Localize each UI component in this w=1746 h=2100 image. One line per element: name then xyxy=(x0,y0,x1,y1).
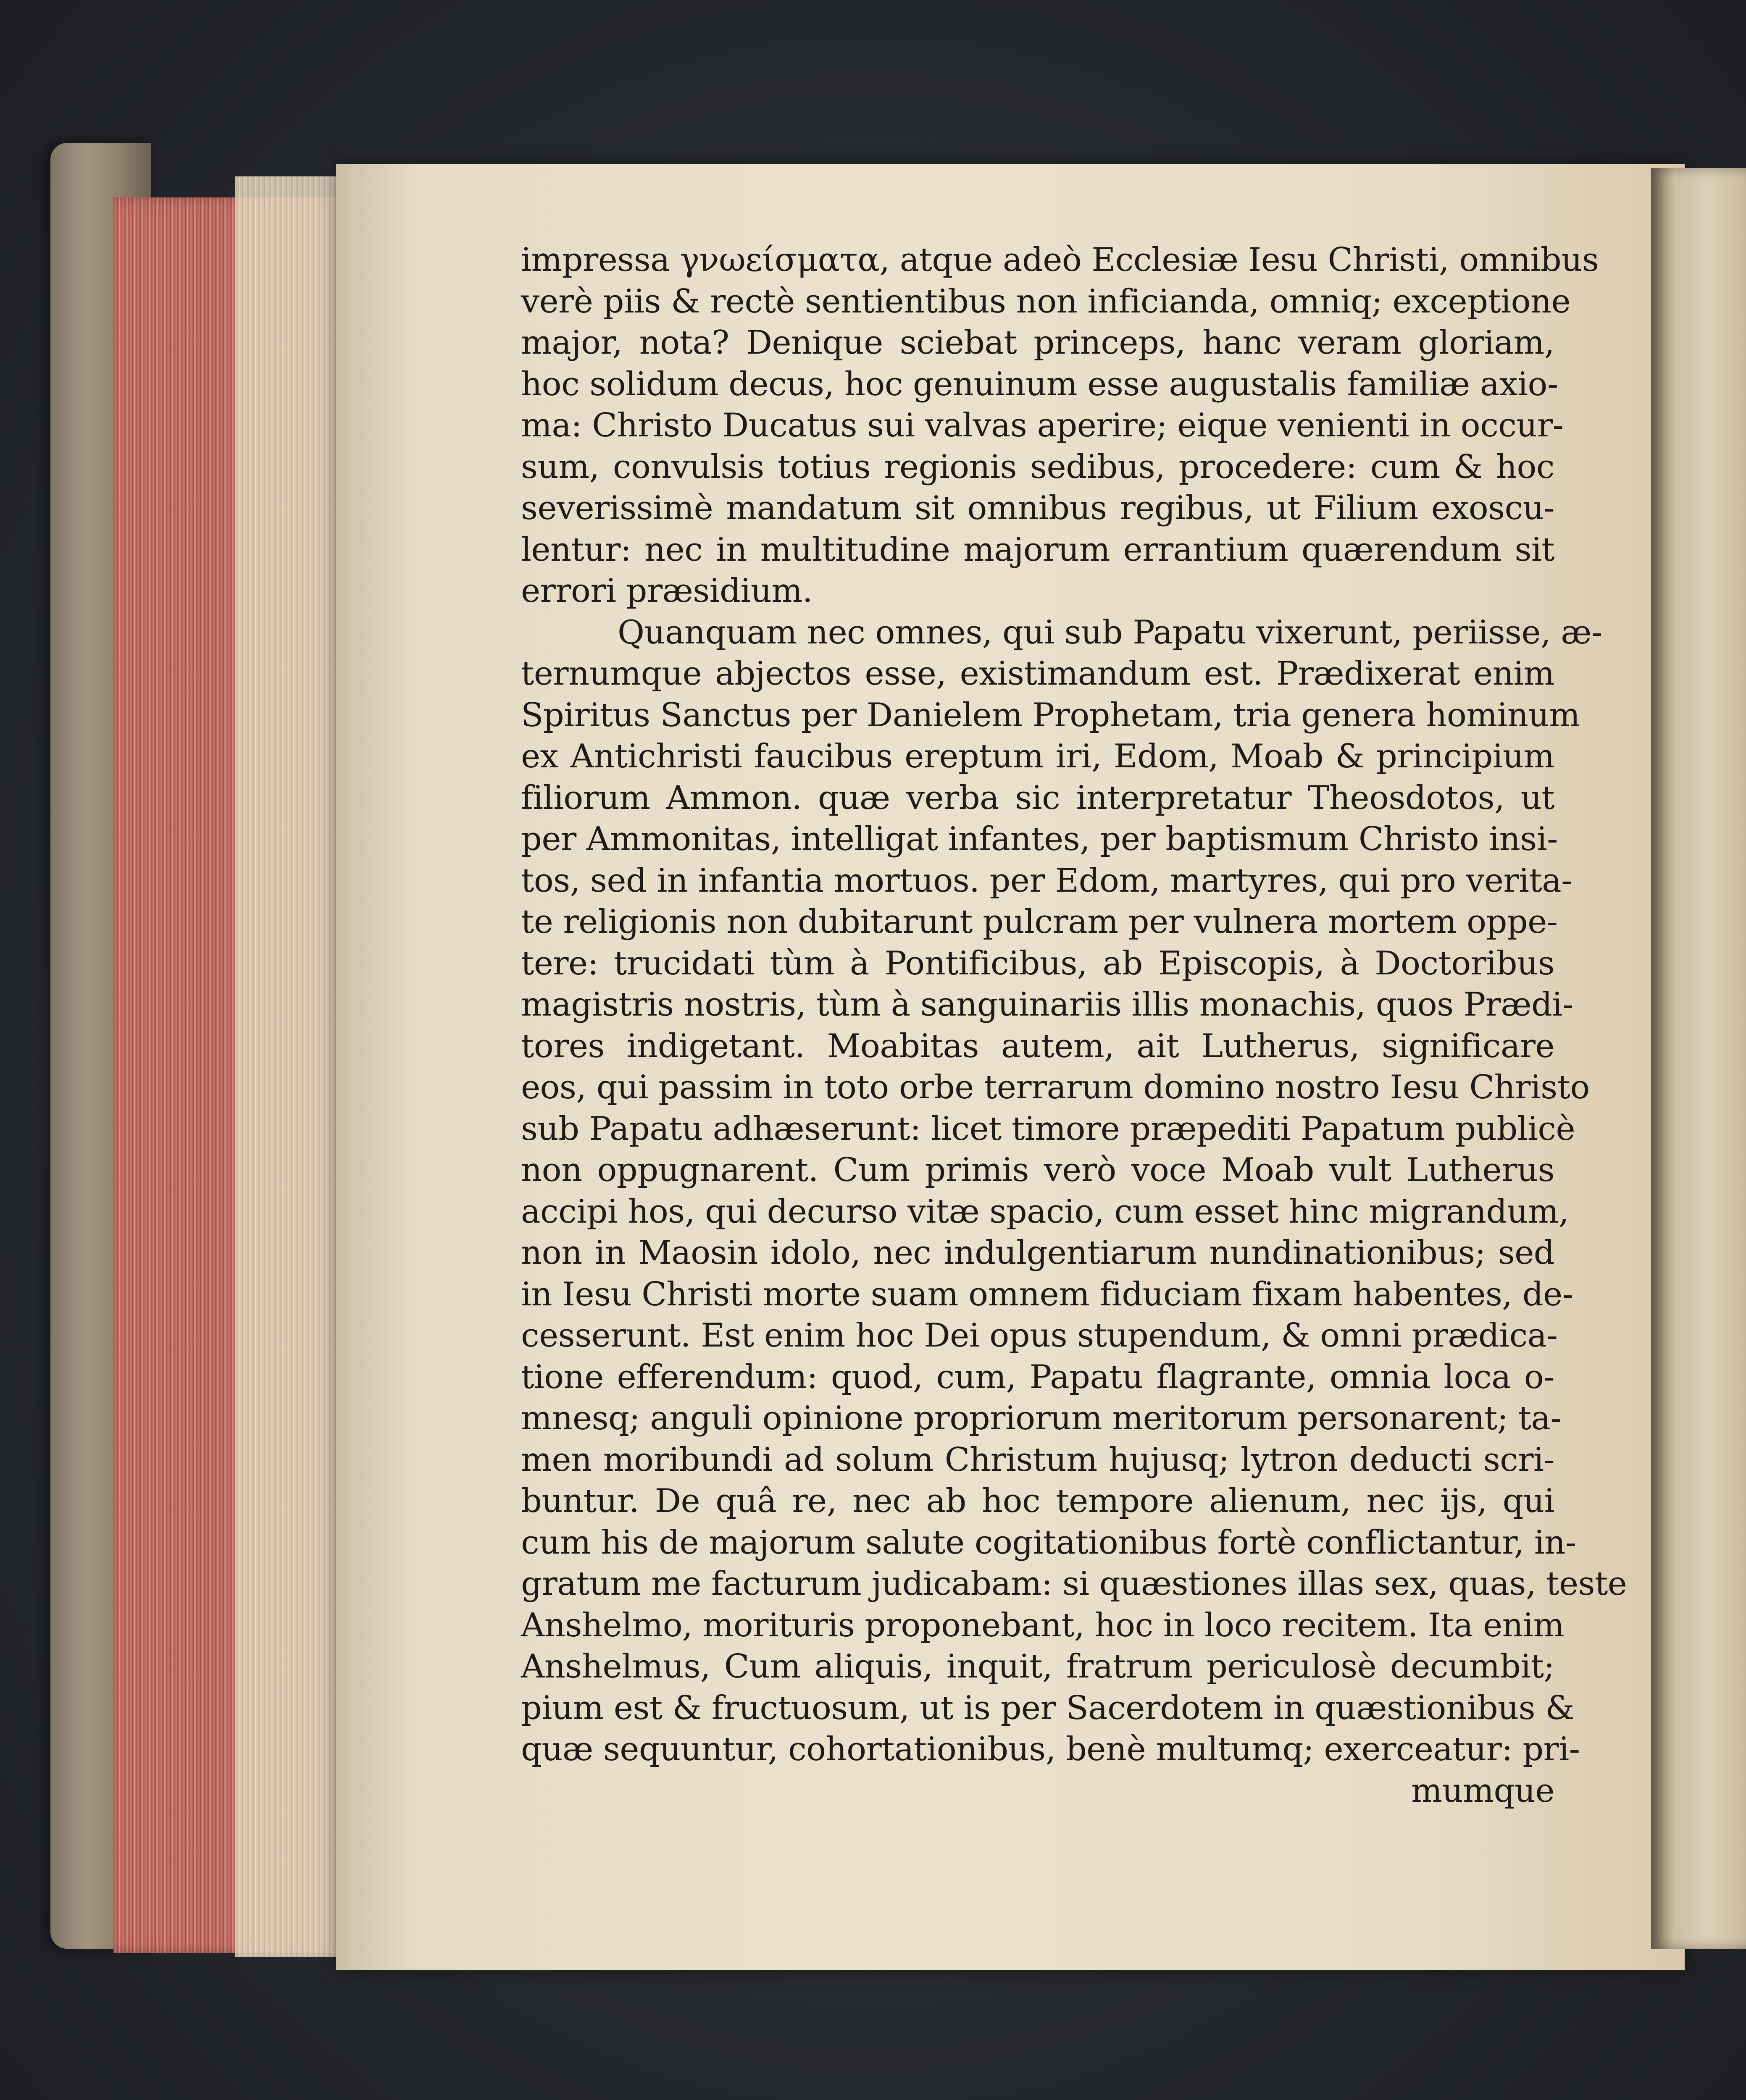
text-line: cum his de majorum salute cogitationibus fortè conflictantur, in- xyxy=(521,1523,1576,1562)
text-line: tere: trucidati tùm à Pontificibus, ab Episcopis, à Doctoribus xyxy=(521,944,1554,982)
text-line: severissimè mandatum sit omnibus regibus, ut Filium exoscu- xyxy=(521,489,1554,527)
text-line: buntur. De quâ re, nec ab hoc tempore alienum, nec ijs, qui xyxy=(521,1482,1554,1520)
text-line: Spiritus Sanctus per Danielem Prophetam, tria genera hominum xyxy=(521,696,1580,734)
text-line: filiorum Ammon. quæ verba sic interpretatur Theosdotos, ut xyxy=(521,779,1554,817)
text-line: tos, sed in infantia mortuos. per Edom, martyres, qui pro verita- xyxy=(521,861,1572,900)
facing-page-edge xyxy=(1651,168,1746,1949)
text-line: sum, convulsis totius regionis sedibus, procedere: cum & hoc xyxy=(521,448,1554,486)
text-line: Anshelmus, Cum aliquis, inquit, fratrum periculosè decumbit; xyxy=(521,1648,1554,1685)
text-line: eos, qui passim in toto orbe terrarum domino nostro Iesu Christo xyxy=(521,1068,1590,1106)
text-line: non oppugnarent. Cum primis verò voce Moab vult Lutherus xyxy=(521,1151,1554,1189)
page-text xyxy=(521,239,1627,1811)
text-line: sub Papatu adhæserunt: licet timore præpediti Papatum publicè xyxy=(521,1110,1575,1148)
text-line: Anshelmo, morituris proponebant, hoc in loco recitem. Ita enim xyxy=(521,1606,1564,1644)
paragraph-start-line: Quanquam nec omnes, qui sub Papatu vixerunt, periisse, æ- xyxy=(618,613,1602,651)
text-line: non in Maosin idolo, nec indulgentiarum nundinationibus; sed xyxy=(521,1234,1554,1272)
text-line: men moribundi ad solum Christum hujusq; lytron deducti scri- xyxy=(521,1441,1554,1479)
catchword: mumque xyxy=(1411,1772,1554,1810)
text-line: te religionis non dubitarunt pulcram per vulnera mortem oppe- xyxy=(521,903,1558,941)
text-line: errori præsidium. xyxy=(521,572,813,610)
text-line: magistris nostris, tùm à sanguinariis illis monachis, quos Prædi- xyxy=(521,986,1573,1024)
text-line: hoc solidum decus, hoc genuinum esse augustalis familiæ axio- xyxy=(521,365,1558,403)
text-line: gratum me facturum judicabam: si quæstiones illas sex, quas, teste xyxy=(521,1565,1627,1603)
text-line: ma: Christo Ducatus sui valvas aperire; eique venienti in occur- xyxy=(521,407,1564,444)
text-line: mnesq; anguli opinione propriorum meritorum personarent; ta- xyxy=(521,1399,1562,1437)
text-line: accipi hos, qui decurso vitæ spacio, cum esset hinc migrandum, xyxy=(521,1192,1569,1231)
page-edges xyxy=(235,176,344,1957)
text-line: ternumque abjectos esse, existimandum est. Prædixerat enim xyxy=(521,655,1554,693)
text-line: verè piis & rectè sentientibus non inficianda, omniq; exceptione xyxy=(521,282,1571,320)
text-line: lentur: nec in multitudine majorum errantium quærendum sit xyxy=(521,530,1554,569)
text-line: impressa γνωείσματα, atque adeò Ecclesiæ Iesu Christi, omnibus xyxy=(521,241,1599,279)
text-line: major, nota? Denique sciebat princeps, hanc veram gloriam, xyxy=(521,324,1554,362)
text-line: cesserunt. Est enim hoc Dei opus stupendum, & omni prædica- xyxy=(521,1317,1558,1354)
text-line: pium est & fructuosum, ut is per Sacerdotem in quæstionibus & xyxy=(521,1689,1575,1727)
text-line: ex Antichristi faucibus ereptum iri, Edom, Moab & principium xyxy=(521,738,1554,775)
text-line: tores indigetant. Moabitas autem, ait Lutherus, significare xyxy=(521,1027,1554,1065)
text-line: tione efferendum: quod, cum, Papatu flagrante, omnia loca o- xyxy=(521,1358,1554,1396)
text-line: per Ammonitas, intelligat infantes, per baptismum Christo insi- xyxy=(521,820,1558,858)
text-line: in Iesu Christi morte suam omnem fiduciam fixam habentes, de- xyxy=(521,1275,1573,1313)
text-line: quæ sequuntur, cohortationibus, benè multumq; exerceatur: pri- xyxy=(521,1730,1580,1768)
